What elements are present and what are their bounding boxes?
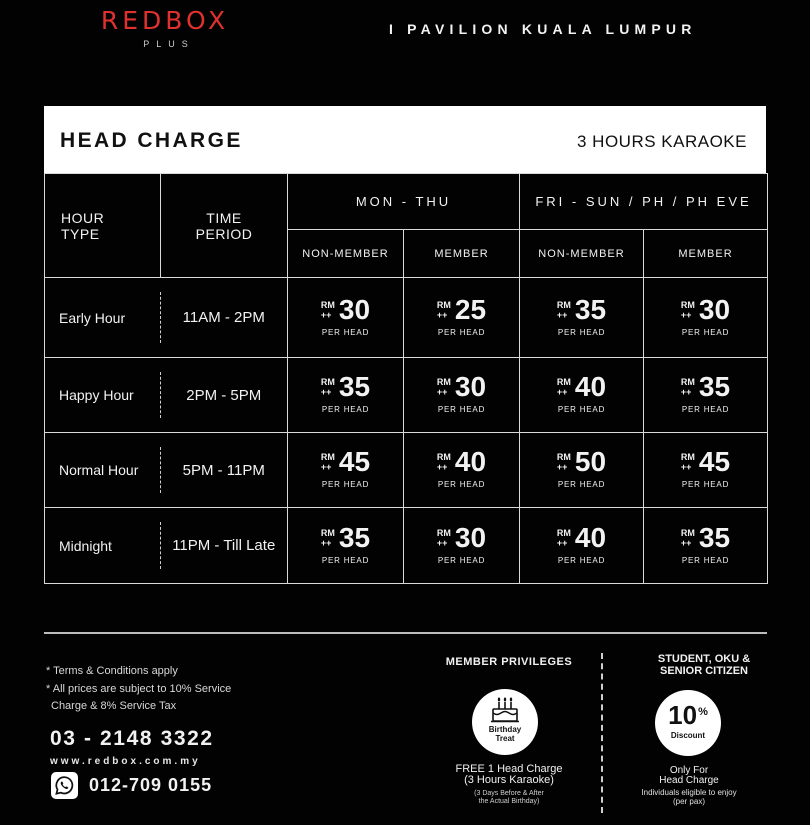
price-cell bbox=[520, 358, 644, 433]
header-weekend-group: FRI - SUN / PH / PH EVE bbox=[520, 174, 768, 230]
price-amount: 30 bbox=[454, 521, 487, 553]
header-weekday-nonmember: NON-MEMBER bbox=[288, 230, 404, 278]
price-cell bbox=[520, 508, 644, 584]
member-privileges-title: MEMBER PRIVILEGES bbox=[445, 656, 573, 668]
per-head-label: PER HEAD bbox=[557, 327, 606, 337]
per-head-label: PER HEAD bbox=[557, 405, 606, 414]
currency-label: RM ++ bbox=[680, 299, 695, 320]
whatsapp-icon bbox=[51, 772, 78, 799]
birthday-badge-label: Birthday Treat bbox=[488, 725, 522, 743]
currency-label: RM ++ bbox=[320, 299, 335, 320]
price-amount: 50 bbox=[574, 446, 607, 477]
page-title: HEAD CHARGE bbox=[60, 129, 243, 152]
brand-logo bbox=[76, 7, 254, 49]
price-amount: 45 bbox=[698, 446, 731, 477]
price-cell bbox=[288, 433, 404, 508]
title-bar bbox=[44, 106, 766, 173]
table-row bbox=[45, 508, 768, 584]
price-amount: 45 bbox=[338, 446, 371, 477]
price-amount: 35 bbox=[338, 371, 371, 402]
currency-label: RM ++ bbox=[680, 452, 695, 472]
brand-name: REDBOX bbox=[100, 6, 230, 35]
cake-icon bbox=[490, 697, 520, 723]
price-cell bbox=[644, 508, 768, 584]
discount-label: Discount bbox=[670, 731, 706, 740]
per-head-label: PER HEAD bbox=[681, 327, 730, 337]
discount-badge bbox=[655, 690, 721, 756]
time-period: 11AM - 2PM bbox=[161, 278, 288, 358]
currency-label: RM ++ bbox=[556, 527, 571, 548]
price-cell bbox=[288, 358, 404, 433]
price-cell bbox=[404, 358, 520, 433]
price-amount: 25 bbox=[454, 293, 487, 325]
price-cell bbox=[520, 278, 644, 358]
percent-symbol: % bbox=[698, 706, 708, 718]
header-weekday-member: MEMBER bbox=[404, 230, 520, 278]
header-time-period: TIME PERIOD bbox=[161, 174, 288, 278]
per-head-label: PER HEAD bbox=[437, 480, 486, 489]
header-hour-type: HOUR TYPE bbox=[45, 174, 161, 278]
header-weekend-nonmember: NON-MEMBER bbox=[520, 230, 644, 278]
per-head-label: PER HEAD bbox=[557, 555, 606, 565]
currency-label: RM ++ bbox=[436, 299, 451, 320]
footer-divider bbox=[601, 653, 603, 813]
header-weekend-member: MEMBER bbox=[644, 230, 768, 278]
per-head-label: PER HEAD bbox=[437, 327, 486, 337]
website-link[interactable]: www.redbox.com.my bbox=[50, 756, 201, 767]
member-privilege-note: (3 Days Before & After the Actual Birthday) bbox=[474, 790, 544, 805]
price-amount: 30 bbox=[338, 293, 371, 325]
price-amount: 35 bbox=[698, 371, 731, 402]
table-row bbox=[45, 278, 768, 358]
per-head-label: PER HEAD bbox=[437, 555, 486, 565]
per-head-label: PER HEAD bbox=[681, 405, 730, 414]
price-cell bbox=[404, 433, 520, 508]
time-period: 2PM - 5PM bbox=[161, 358, 288, 433]
currency-label: RM ++ bbox=[436, 452, 451, 472]
brand-sub: PLUS bbox=[143, 39, 195, 49]
per-head-label: PER HEAD bbox=[437, 405, 486, 414]
per-head-label: PER HEAD bbox=[321, 555, 370, 565]
currency-label: RM ++ bbox=[556, 452, 571, 472]
member-privilege-text: FREE 1 Head Charge (3 Hours Karaoke) bbox=[455, 763, 563, 786]
price-cell bbox=[520, 433, 644, 508]
per-head-label: PER HEAD bbox=[681, 480, 730, 489]
price-cell bbox=[644, 358, 768, 433]
price-rows bbox=[45, 278, 768, 584]
per-head-label: PER HEAD bbox=[681, 555, 730, 565]
hour-type: Normal Hour bbox=[45, 433, 161, 508]
terms-notes bbox=[46, 663, 231, 716]
price-amount: 35 bbox=[574, 293, 607, 325]
student-discount-note: Individuals eligible to enjoy (per pax) bbox=[641, 788, 737, 806]
price-cell bbox=[288, 278, 404, 358]
student-discount-text: Only For Head Charge bbox=[659, 765, 719, 786]
price-amount: 40 bbox=[574, 371, 607, 402]
note-terms: * Terms & Conditions apply bbox=[46, 665, 178, 677]
note-service-charge: * All prices are subject to 10% Service bbox=[46, 682, 232, 695]
per-head-label: PER HEAD bbox=[321, 480, 370, 489]
per-head-label: PER HEAD bbox=[321, 327, 370, 337]
price-amount: 35 bbox=[338, 521, 371, 553]
price-cell bbox=[404, 278, 520, 358]
currency-label: RM ++ bbox=[680, 377, 695, 397]
currency-label: RM ++ bbox=[320, 377, 335, 397]
discount-value: 10 bbox=[668, 700, 698, 730]
time-period: 5PM - 11PM bbox=[161, 433, 288, 508]
currency-label: RM ++ bbox=[320, 527, 335, 548]
price-cell bbox=[404, 508, 520, 584]
table-row bbox=[45, 358, 768, 433]
page-subtitle: 3 HOURS KARAOKE bbox=[577, 132, 747, 151]
price-cell bbox=[644, 278, 768, 358]
price-amount: 40 bbox=[454, 446, 487, 477]
whatsapp-contact[interactable] bbox=[51, 772, 212, 799]
currency-label: RM ++ bbox=[436, 377, 451, 397]
price-cell bbox=[644, 433, 768, 508]
currency-label: RM ++ bbox=[320, 452, 335, 472]
hour-type: Midnight bbox=[45, 508, 161, 584]
hour-type: Happy Hour bbox=[45, 358, 161, 433]
header-weekday-group: MON - THU bbox=[288, 174, 520, 230]
currency-label: RM ++ bbox=[556, 377, 571, 397]
price-cell bbox=[288, 508, 404, 584]
birthday-badge bbox=[472, 689, 538, 755]
currency-label: RM ++ bbox=[436, 527, 451, 548]
table-row bbox=[45, 433, 768, 508]
student-title: STUDENT, OKU & SENIOR CITIZEN bbox=[657, 653, 751, 677]
price-amount: 30 bbox=[698, 293, 731, 325]
hour-type: Early Hour bbox=[45, 278, 161, 358]
location-label: I PAVILION KUALA LUMPUR bbox=[389, 21, 697, 37]
price-amount: 40 bbox=[574, 521, 607, 553]
time-period: 11PM - Till Late bbox=[161, 508, 288, 584]
note-service-tax: Charge & 8% Service Tax bbox=[51, 700, 177, 712]
per-head-label: PER HEAD bbox=[557, 480, 606, 489]
price-amount: 35 bbox=[698, 521, 731, 553]
currency-label: RM ++ bbox=[680, 527, 695, 548]
price-table bbox=[44, 173, 768, 584]
divider bbox=[44, 632, 767, 634]
currency-label: RM ++ bbox=[556, 299, 571, 320]
per-head-label: PER HEAD bbox=[321, 405, 370, 414]
price-amount: 30 bbox=[454, 371, 487, 402]
phone-number[interactable]: 03 - 2148 3322 bbox=[50, 727, 214, 750]
whatsapp-number: 012-709 0155 bbox=[89, 775, 213, 795]
